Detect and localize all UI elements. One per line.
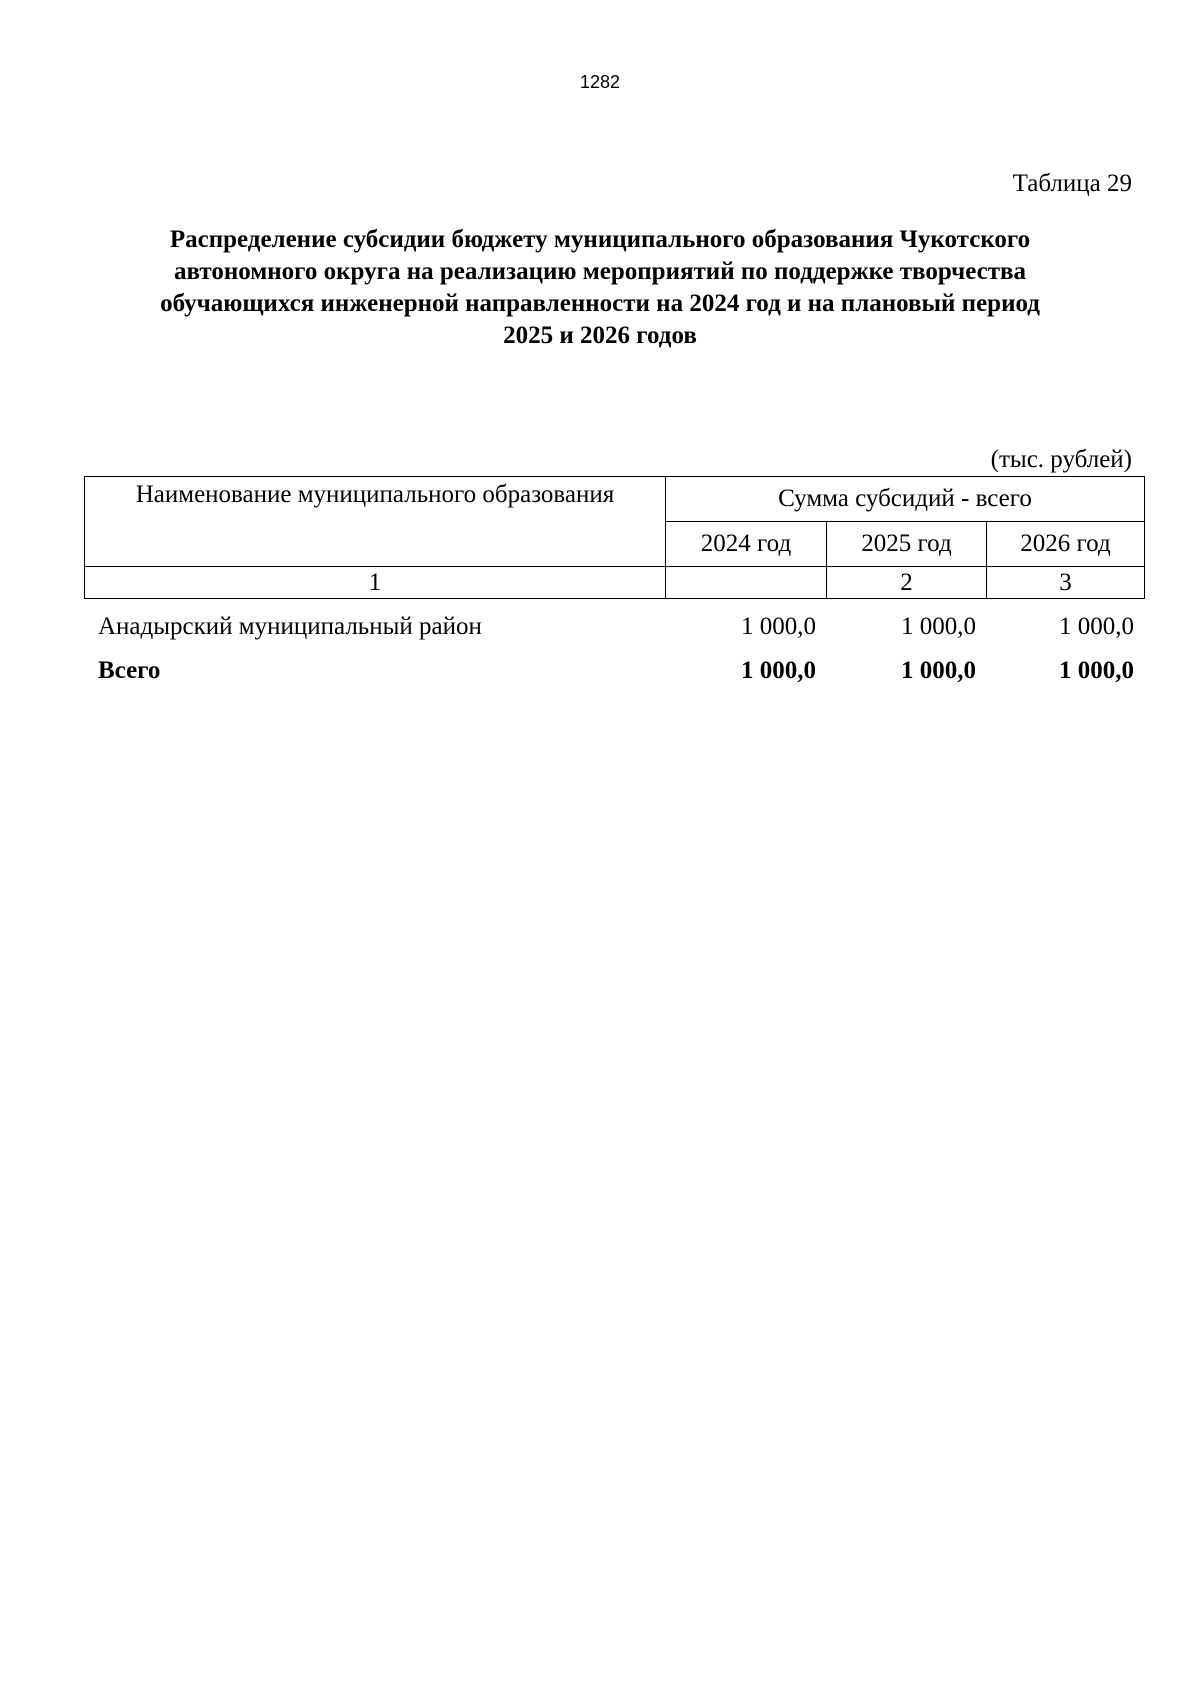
total-label: Всего xyxy=(98,657,161,684)
header-subsidy-total: Сумма субсидий - всего xyxy=(666,477,1145,522)
column-number: 2 xyxy=(827,567,987,599)
header-year-2025: 2025 год xyxy=(827,522,987,567)
table-label: Таблица 29 xyxy=(1012,170,1132,197)
row-value-2026: 1 000,0 xyxy=(1059,613,1134,640)
title-line: обучающихся инженерной направленности на 2024 год и на плановый период xyxy=(160,290,1040,317)
document-title xyxy=(100,224,1100,352)
header-year-2026: 2026 год xyxy=(987,522,1145,567)
subsidy-table-header xyxy=(84,476,1145,599)
total-value-2026: 1 000,0 xyxy=(1059,657,1134,684)
table-row xyxy=(84,607,1144,647)
title-line: Распределение субсидии бюджету муниципального образования Чукотского xyxy=(169,226,1031,253)
column-number: 3 xyxy=(987,567,1145,599)
subsidy-table-body xyxy=(84,607,1144,695)
total-value-2025: 1 000,0 xyxy=(901,657,976,684)
title-line: 2025 и 2026 годов xyxy=(503,322,697,349)
column-number xyxy=(666,567,827,599)
column-number: 1 xyxy=(85,567,666,599)
title-line: автономного округа на реализацию мероприятий по поддержке творчества xyxy=(173,258,1027,285)
units-note: (тыс. рублей) xyxy=(990,446,1132,473)
header-municipality-name: Наименование муниципального образования xyxy=(85,477,666,567)
total-row xyxy=(84,647,1144,695)
row-name: Анадырский муниципальный район xyxy=(98,613,482,640)
header-year-2024: 2024 год xyxy=(666,522,827,567)
page-number: 1282 xyxy=(579,72,621,92)
row-value-2025: 1 000,0 xyxy=(901,613,976,640)
total-value-2024: 1 000,0 xyxy=(741,657,816,684)
row-value-2024: 1 000,0 xyxy=(741,613,816,640)
